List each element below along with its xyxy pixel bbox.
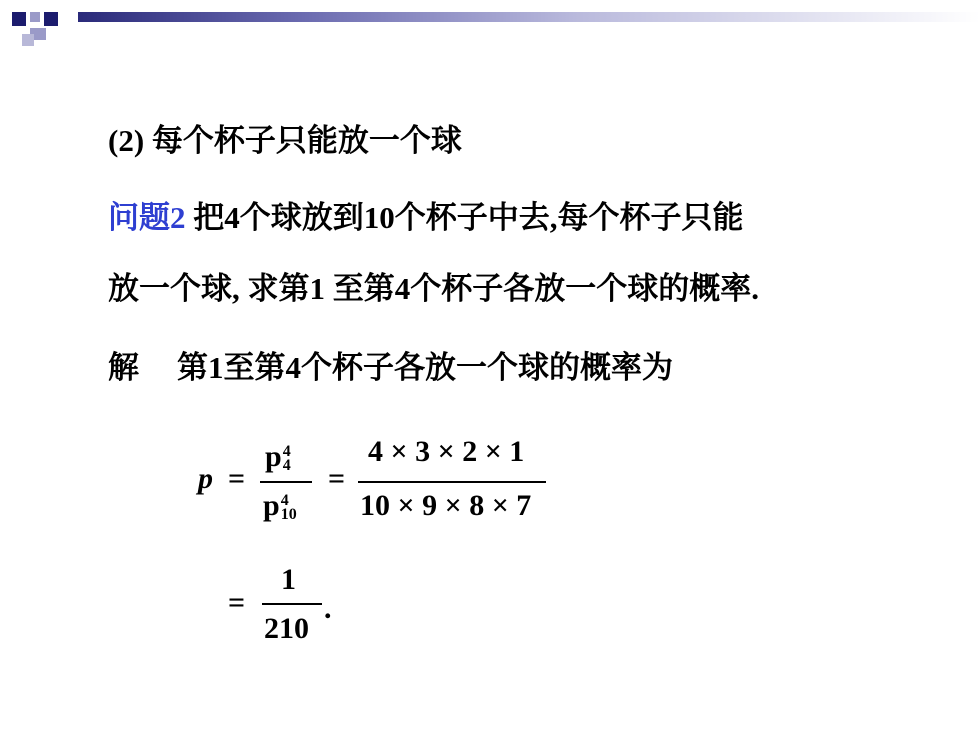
problem-line-2: 放一个球, 求第1 至第4个杯子各放一个球的概率. [108, 271, 759, 306]
fraction-bar-1 [260, 481, 312, 483]
problem-text-1: 把4个球放到10个杯子中去,每个杯子只能 [193, 200, 744, 235]
solution-line [108, 342, 673, 387]
perm-base: p [265, 440, 282, 473]
solution-label: 解 [108, 350, 139, 385]
formula-equals-1: = [228, 462, 246, 495]
formula-period: . [324, 592, 332, 625]
perm-numerator [265, 440, 291, 474]
fraction-bar-3 [262, 603, 322, 605]
product-numerator: 4 × 3 × 2 × 1 [368, 435, 525, 468]
perm-den-sup: 4 [280, 492, 289, 510]
deco-square [30, 12, 40, 22]
perm-den-sub: 10 [280, 506, 297, 524]
deco-square [22, 34, 34, 46]
fraction-bar-2 [358, 481, 546, 483]
problem-label: 问题2 [108, 200, 186, 235]
perm-base: p [263, 489, 280, 522]
header-gradient-bar [78, 12, 980, 22]
solution-text: 第1至第4个杯子各放一个球的概率为 [177, 350, 673, 385]
product-denominator: 10 × 9 × 8 × 7 [360, 489, 532, 522]
result-numerator: 1 [281, 563, 296, 596]
formula-p: p [198, 462, 213, 495]
problem-line-1 [108, 192, 744, 237]
deco-square [44, 12, 58, 26]
perm-num-sup: 4 [282, 443, 291, 461]
result-denominator: 210 [264, 612, 309, 645]
deco-square [12, 12, 26, 26]
formula-equals-3: = [228, 586, 246, 619]
formula-equals-2: = [328, 462, 346, 495]
section-heading: (2) 每个杯子只能放一个球 [108, 123, 462, 158]
perm-denominator [263, 489, 297, 523]
perm-num-sub: 4 [282, 457, 291, 475]
